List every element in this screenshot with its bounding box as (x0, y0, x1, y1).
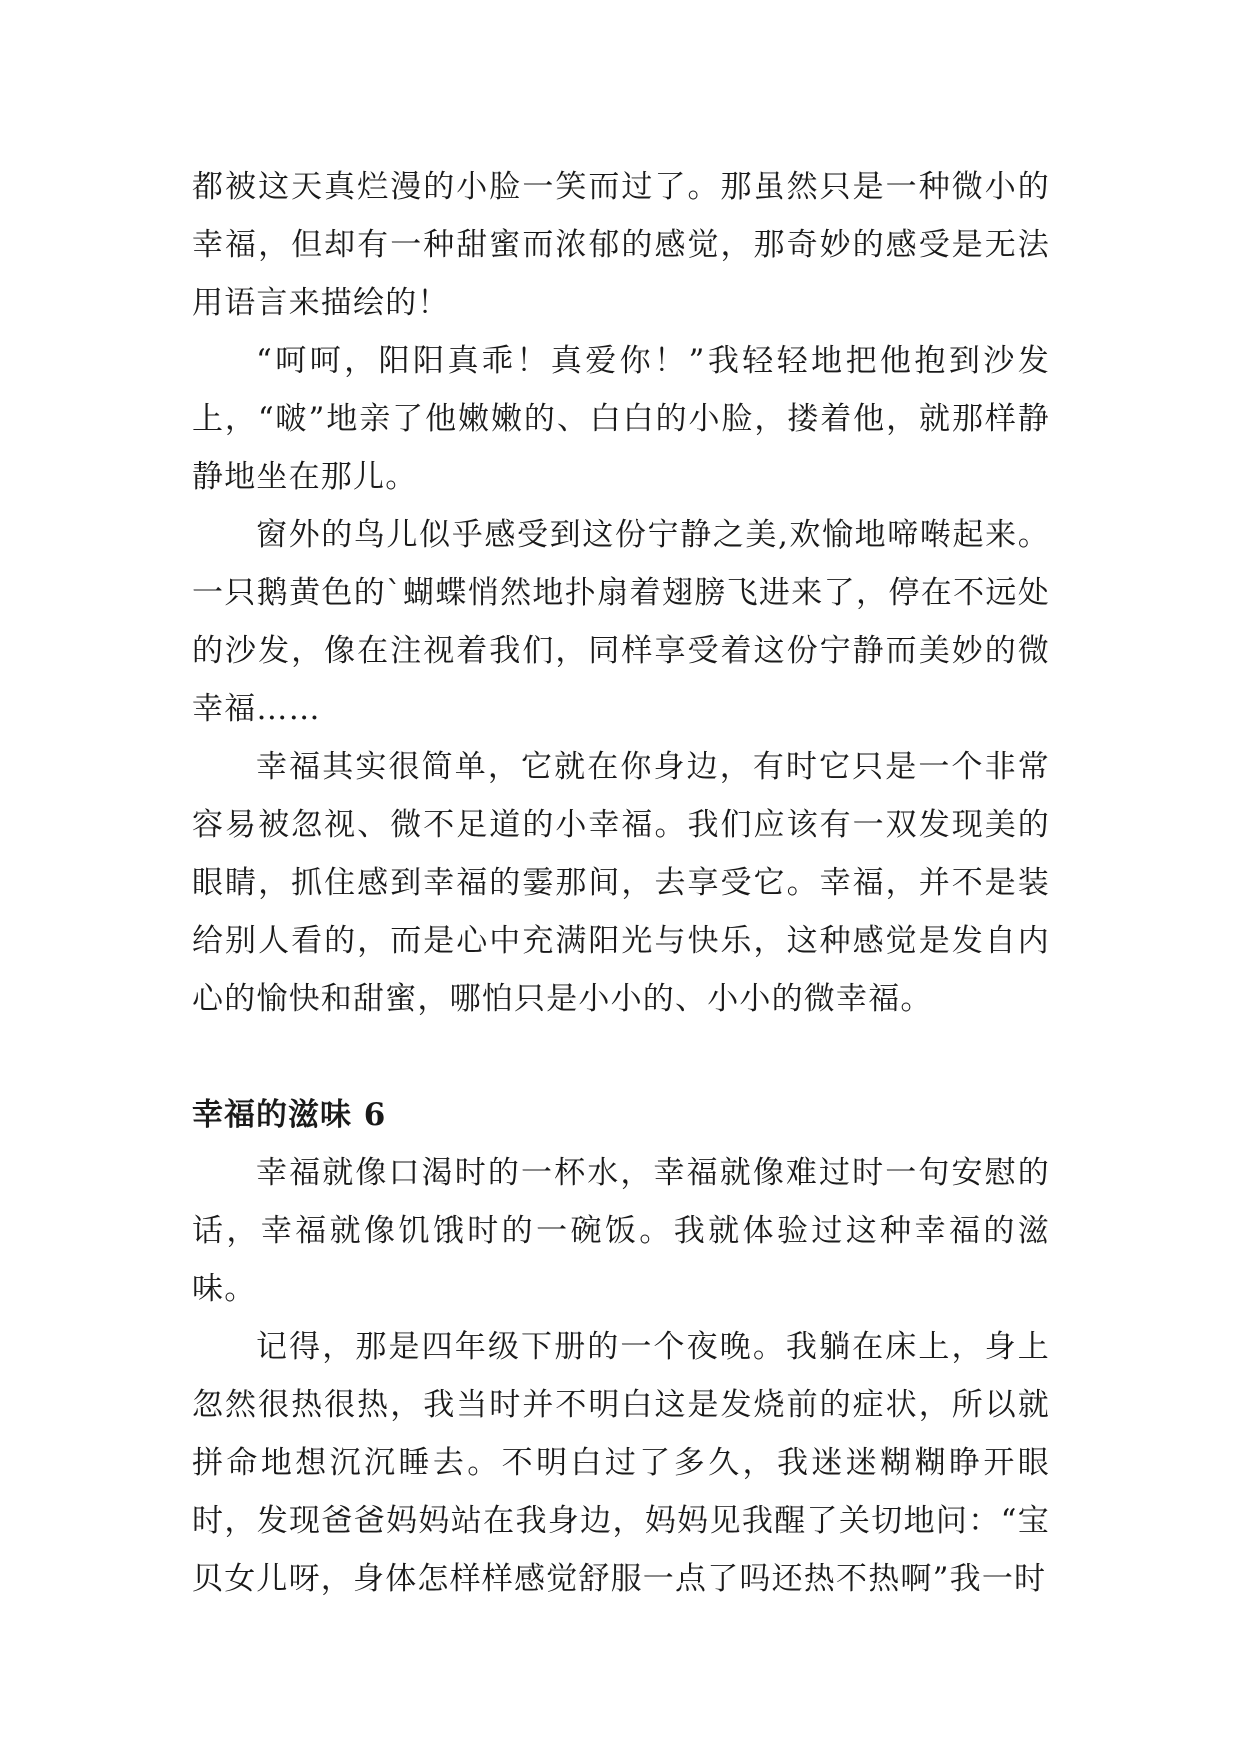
section-heading: 幸福的滋味 6 (192, 1097, 387, 1133)
paragraph-window-birds: 窗外的鸟儿似乎感受到这份宁静之美,欢愉地啼啭起来。一只鹅黄色的`蝴蝶悄然地扑扇着翅膀飞进来了，停在不远处的沙发，像在注视着我们，同样享受着这份宁静而美妙的微幸福…… (192, 517, 1050, 727)
paragraph-happiness-like-water: 幸福就像口渴时的一杯水，幸福就像难过时一句安慰的话，幸福就像饥饿时的一碗饭。我就体验过这种幸福的滋味。 (192, 1155, 1050, 1307)
paragraph-memory-night: 记得，那是四年级下册的一个夜晚。我躺在床上，身上忽然很热很热，我当时并不明白这是发烧前的症状，所以就拼命地想沉沉睡去。不明白过了多久，我迷迷糊糊睁开眼时，发现爸爸妈妈站在我身边，妈妈见我醒了关切地问：“宝贝女儿呀，身体怎样样感觉舒服一点了吗还热不热啊”我一时 (192, 1329, 1050, 1597)
paragraph-dialogue: “呵呵，阳阳真乖！真爱你！”我轻轻地把他抱到沙发上，“啵”地亲了他嫩嫩的、白白的小脸，搂着他，就那样静静地坐在那儿。 (192, 343, 1050, 495)
document-page (192, 158, 1050, 1608)
paragraph-happiness-simple: 幸福其实很简单，它就在你身边，有时它只是一个非常容易被忽视、微不足道的小幸福。我们应该有一双发现美的眼睛，抓住感到幸福的霎那间，去享受它。幸福，并不是装给别人看的，而是心中充满阳光与快乐，这种感觉是发自内心的愉快和甜蜜，哪怕只是小小的、小小的微幸福。 (192, 749, 1050, 1017)
paragraph-continuation: 都被这天真烂漫的小脸一笑而过了。那虽然只是一种微小的幸福，但却有一种甜蜜而浓郁的感觉，那奇妙的感受是无法用语言来描绘的！ (192, 169, 1050, 321)
